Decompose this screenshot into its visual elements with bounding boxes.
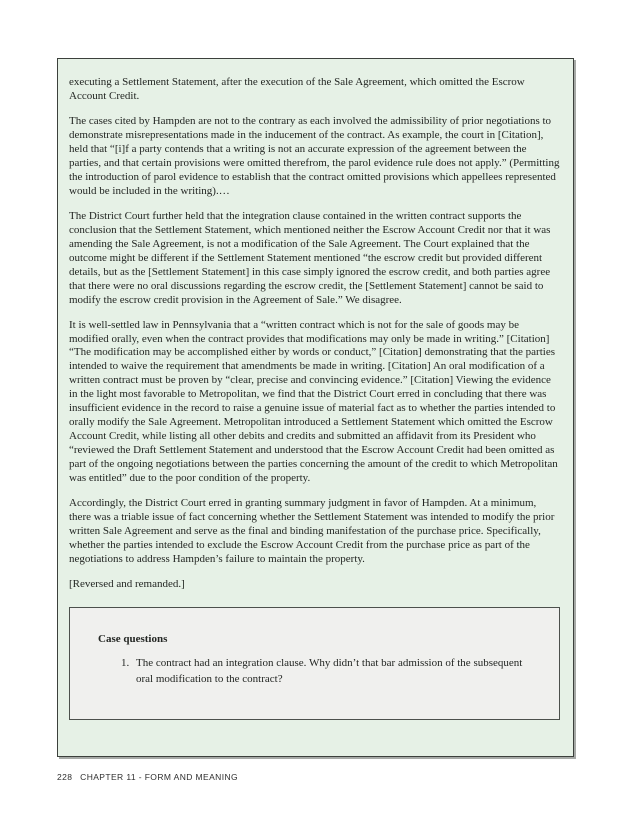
excerpt-paragraph: executing a Settlement Statement, after the execution of the Sale Agreement, which omitted the Escrow Account Credit. bbox=[69, 76, 525, 102]
case-questions-title: Case questions bbox=[98, 632, 168, 645]
excerpt-paragraph: The cases cited by Hampden are not to the contrary as each involved the admissibility of prior negotiations to demonstrate misrepresentations made in the inducement of the contract. As example, the court in [Citation], held that “[i]f a party contends that a writing is not an accurate expression of the agreement between the parties, and that certain provisions were omitted therefrom, the parol evidence rule does not apply.” (Permitting the introduction of parol evidence to establish that the contract omitted provisions which appellees represented would be included in the writing).… bbox=[69, 114, 560, 197]
case-question-item: 1. The contract had an integration clause. Why didn’t that bar admission of the subsequent oral modification to the contract? bbox=[132, 655, 529, 688]
excerpt-paragraph: The District Court further held that the integration clause contained in the written contract supports the conclusion that the Settlement Statement, which mentioned neither the Escrow Account Credit nor that it was amending the Sale Agreement, is not a modification of the Sale Agreement. The Court explained that the outcome might be different if the Settlement Statement mentioned “the escrow credit but provided different details, but as the [Settlement Statement] in this case simply ignored the escrow credit, and both parties agree that there were no oral discussions regarding the escrow credit, the [Settlement Statement] cannot be said to modify the escrow credit provision in the Agreement of Sale.” We disagree. bbox=[69, 209, 551, 306]
page-number: 228 bbox=[57, 772, 73, 782]
excerpt-paragraph: [Reversed and remanded.] bbox=[69, 578, 185, 590]
page-footer bbox=[57, 772, 238, 782]
excerpt-paragraph: It is well-settled law in Pennsylvania that a “written contract which is not for the sale of goods may be modified orally, even when the contract provides that modifications may only be made in writing.” [Citation] “The modification may be accomplished either by words or conduct,” [Citation] demonstrating that the parties intended to waive the requirement that amendments be made in writing. [Citation] An oral modification of a written contract must be proven by “clear, precise and convincing evidence.” [Citation] Viewing the evidence in the light most favorable to Metropolitan, we find that the District Court erred in concluding that there was insufficient evidence in the record to raise a genuine issue of material fact as to whether the parties intended to orally modify the Sale Agreement. Metropolitan introduced a Settlement Statement which omitted the Escrow Account Credit, while listing all other debits and credits and submitted an affidavit from its President who “reviewed the Draft Settlement Statement and understood that the Escrow Account Credit had been omitted as part of the ongoing negotiations between the parties concerning the amount of the credit to which Metropolitan was entitled” due to the poor condition of the property. bbox=[69, 318, 558, 485]
excerpt-paragraph: Accordingly, the District Court erred in granting summary judgment in favor of Hampden. At a minimum, there was a triable issue of fact concerning whether the Settlement Statement was intended to modify the prior written Sale Agreement and serve as the final and binding manifestation of the purchase price. Specifically, whether the parties intended to exclude the Escrow Account Credit from the purchase price as part of the negotiations to address Hampden’s failure to maintain the property. bbox=[69, 497, 555, 566]
case-excerpt-panel bbox=[57, 58, 574, 757]
case-questions-list bbox=[132, 655, 529, 688]
chapter-label: CHAPTER 11 - FORM AND MEANING bbox=[80, 772, 239, 782]
case-questions-box bbox=[69, 607, 560, 720]
